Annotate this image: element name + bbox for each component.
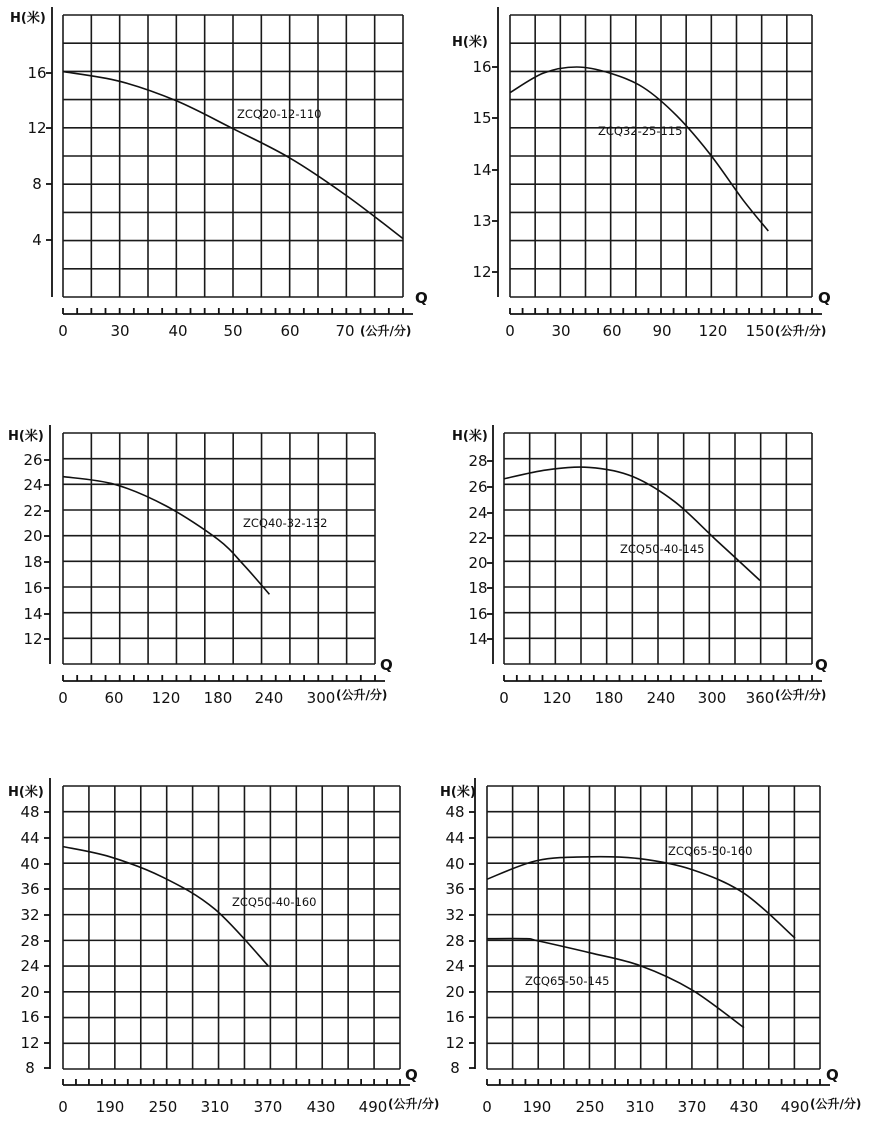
y-axis-label: H(米) [10, 11, 46, 26]
x-axis-label: Q [815, 656, 828, 674]
chart-panel-6 [440, 778, 861, 1116]
y-tick-label: 44 [445, 829, 465, 847]
grid [487, 786, 820, 1069]
y-tick-label: 24 [445, 957, 465, 975]
y-tick-label: 24 [468, 504, 488, 522]
x-axis-label: Q [826, 1066, 839, 1084]
y-tick-label: 12 [472, 263, 492, 281]
y-tick-label: 18 [468, 579, 488, 597]
chart-panel-1 [10, 7, 428, 340]
x-tick-label: 30 [110, 322, 130, 340]
grid [510, 15, 812, 297]
x-tick-label: 240 [646, 689, 676, 707]
x-tick-label: 430 [306, 1098, 336, 1116]
y-tick-label: 32 [445, 906, 465, 924]
x-tick-label: 370 [253, 1098, 283, 1116]
x-tick-label: 120 [542, 689, 572, 707]
x-tick-label: 370 [677, 1098, 707, 1116]
x-tick-label: 0 [58, 689, 68, 707]
chart-panel-4 [452, 425, 828, 707]
y-tick-label: 8 [25, 1059, 35, 1077]
series-line [510, 67, 768, 231]
x-axis-label: Q [415, 289, 428, 307]
x-axis-label: Q [818, 289, 831, 307]
y-tick-label: 32 [20, 906, 40, 924]
x-tick-label: 490 [358, 1098, 388, 1116]
x-tick-label: 40 [168, 322, 188, 340]
x-tick-label: 180 [203, 689, 233, 707]
y-tick-label: 14 [23, 605, 43, 623]
x-tick-label: 30 [551, 322, 571, 340]
x-tick-label: 310 [200, 1098, 230, 1116]
y-tick-label: 15 [472, 109, 492, 127]
y-tick-label: 28 [20, 932, 40, 950]
y-tick-label: 20 [468, 554, 488, 572]
y-tick-label: 24 [23, 476, 43, 494]
y-axis-label: H(米) [452, 429, 488, 444]
x-axis [487, 1079, 830, 1085]
x-axis-unit: (公升/分) [810, 1097, 862, 1111]
x-axis-unit: (公升/分) [775, 688, 827, 702]
x-tick-label: 310 [625, 1098, 655, 1116]
x-tick-label: 50 [223, 322, 243, 340]
y-tick-label: 12 [23, 630, 43, 648]
x-tick-label: 70 [335, 322, 355, 340]
series-label: ZCQ50-40-145 [620, 542, 705, 556]
x-tick-label: 250 [148, 1098, 178, 1116]
y-tick-label: 40 [445, 855, 465, 873]
x-axis [63, 1079, 410, 1085]
y-tick-label: 26 [468, 478, 488, 496]
y-tick-label: 16 [445, 1008, 465, 1026]
x-tick-label: 0 [58, 1098, 68, 1116]
y-tick-label: 8 [450, 1059, 460, 1077]
y-axis [487, 425, 493, 664]
grid [63, 433, 375, 664]
y-tick-label: 28 [445, 932, 465, 950]
series-label: ZCQ32-25-115 [598, 124, 683, 138]
x-tick-label: 90 [652, 322, 672, 340]
y-tick-label: 16 [23, 579, 43, 597]
y-tick-label: 22 [23, 502, 43, 520]
y-tick-label: 20 [20, 983, 40, 1001]
x-tick-label: 430 [729, 1098, 759, 1116]
y-tick-label: 12 [445, 1034, 465, 1052]
y-axis [492, 7, 498, 297]
series-label: ZCQ50-40-160 [232, 895, 317, 909]
x-axis-label: Q [380, 656, 393, 674]
x-axis-label: Q [405, 1066, 418, 1084]
y-tick-label: 36 [445, 880, 465, 898]
y-tick-label: 28 [468, 452, 488, 470]
y-tick-label: 24 [20, 957, 40, 975]
x-axis-unit: (公升/分) [775, 324, 827, 338]
y-tick-label: 22 [468, 529, 488, 547]
x-tick-label: 490 [780, 1098, 810, 1116]
y-axis-label: H(米) [8, 429, 44, 444]
x-tick-label: 190 [522, 1098, 552, 1116]
x-tick-label: 0 [58, 322, 68, 340]
y-tick-label: 20 [23, 527, 43, 545]
x-axis-unit: (公升/分) [360, 324, 412, 338]
x-axis-unit: (公升/分) [336, 688, 388, 702]
chart-panel-5 [8, 778, 439, 1116]
x-tick-label: 150 [745, 322, 775, 340]
y-tick-label: 16 [468, 605, 488, 623]
x-tick-label: 60 [104, 689, 124, 707]
series-label: ZCQ20-12-110 [237, 107, 322, 121]
grid [63, 786, 400, 1069]
x-tick-label: 240 [254, 689, 284, 707]
y-tick-label: 16 [27, 64, 47, 82]
grid [63, 15, 403, 297]
y-tick-label: 20 [445, 983, 465, 1001]
y-tick-label: 8 [32, 175, 42, 193]
x-axis [63, 308, 413, 314]
y-axis [44, 778, 50, 1069]
y-tick-label: 12 [27, 119, 47, 137]
x-tick-label: 120 [151, 689, 181, 707]
series-label: ZCQ65-50-145 [525, 974, 610, 988]
x-tick-label: 0 [505, 322, 515, 340]
x-tick-label: 180 [594, 689, 624, 707]
y-tick-label: 13 [472, 212, 492, 230]
x-axis [63, 675, 385, 681]
y-tick-label: 40 [20, 855, 40, 873]
y-tick-label: 18 [23, 553, 43, 571]
series-label: ZCQ65-50-160 [668, 844, 753, 858]
y-tick-label: 16 [20, 1008, 40, 1026]
y-axis [46, 7, 52, 297]
x-tick-label: 300 [306, 689, 336, 707]
chart-panel-2 [452, 7, 831, 340]
chart-panel-3 [8, 425, 393, 707]
x-axis [510, 308, 822, 314]
y-axis [469, 778, 475, 1069]
x-tick-label: 190 [95, 1098, 125, 1116]
x-tick-label: 60 [280, 322, 300, 340]
x-tick-label: 250 [575, 1098, 605, 1116]
y-tick-label: 48 [20, 803, 40, 821]
x-tick-label: 360 [745, 689, 775, 707]
x-tick-label: 300 [697, 689, 727, 707]
y-tick-label: 44 [20, 829, 40, 847]
x-axis [504, 675, 822, 681]
y-tick-label: 16 [472, 58, 492, 76]
y-tick-label: 4 [32, 231, 42, 249]
y-tick-label: 36 [20, 880, 40, 898]
y-axis-label: H(米) [452, 35, 488, 50]
y-tick-label: 12 [20, 1034, 40, 1052]
y-tick-label: 14 [472, 161, 492, 179]
x-tick-label: 0 [499, 689, 509, 707]
y-tick-label: 14 [468, 630, 488, 648]
series-label: ZCQ40-32-132 [243, 516, 328, 530]
y-axis [44, 425, 50, 664]
y-axis-label: H(米) [8, 785, 44, 800]
x-tick-label: 60 [602, 322, 622, 340]
y-tick-label: 26 [23, 451, 43, 469]
x-tick-label: 0 [482, 1098, 492, 1116]
y-axis-label: H(米) [440, 785, 476, 800]
x-tick-label: 120 [698, 322, 728, 340]
y-tick-label: 48 [445, 803, 465, 821]
x-axis-unit: (公升/分) [388, 1097, 440, 1111]
